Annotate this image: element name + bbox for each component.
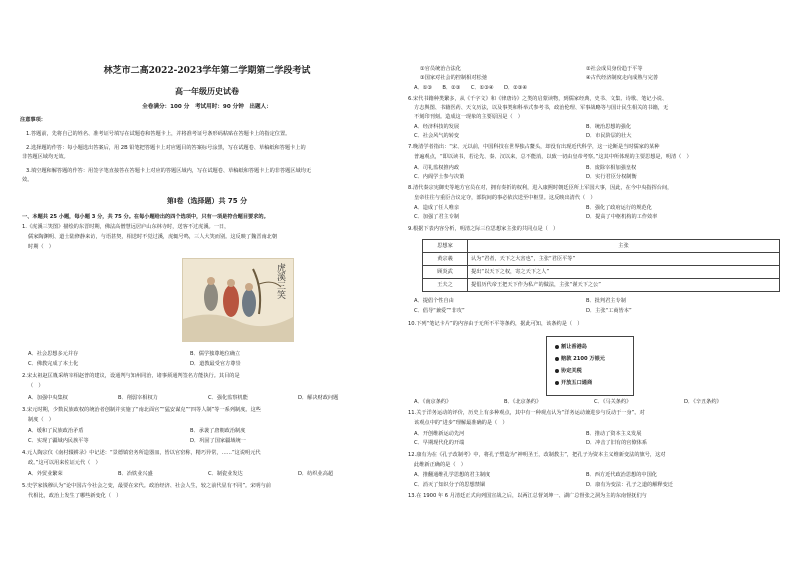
note-card-item: 赔款 2100 万银元	[561, 356, 605, 362]
table-cell: 提倡历代帝王把天下作为私产的做法，主张“谨天下之公”	[468, 279, 780, 292]
bullet-icon	[555, 369, 559, 373]
q2-option-b[interactable]: B．削弱宰相权力	[118, 395, 158, 401]
q12-line1: 12.康有为在《孔子改制考》中，将孔子塑造为“神明圣王，改制教主”，把孔子为资本主义维新变法的旗号，这对	[408, 452, 666, 458]
exam-title: 林芝市二高2022-2023学年第二学期第二学段考试	[103, 66, 311, 76]
note-card-item: 割让香港岛	[561, 344, 587, 350]
q11-option-d[interactable]: D．冲击了旧有的官僚体系	[586, 440, 648, 446]
q5-item-2: ②社会成员身份趋于平等	[586, 66, 643, 72]
q6-option-d[interactable]: D．市民阶层的壮大	[586, 133, 632, 139]
q8-option-c[interactable]: C．加强了君主专制	[414, 214, 460, 220]
q1-option-b[interactable]: B．儒学独尊地位确立	[190, 351, 241, 357]
q1-line3: 时期（ ）	[28, 244, 54, 250]
q11-option-b[interactable]: B．推动了资本主义发展	[586, 431, 642, 437]
exam-meta: 全卷满分：100 分 考试用时：90 分钟 出题人：	[142, 104, 272, 110]
table-cell: 黄宗羲	[423, 253, 468, 266]
table-head-thinker: 思想家	[423, 240, 468, 253]
bullet-icon	[555, 345, 559, 349]
table-head-claim: 主张	[468, 240, 780, 253]
q1-line2: 儒家陶渊明、道士陆修静来访，与语甚契，相送时不觉过溪，虎辄号鸣，三人大笑而别。这反映了魏晋南北朝	[28, 234, 278, 240]
q9-option-c[interactable]: C．倡导“兼爱”“非攻”	[414, 308, 465, 314]
q7-option-a[interactable]: A．司礼监权推内政	[414, 165, 460, 171]
table-cell: 认为“君者，天下之大害也”，主张“君臣平等”	[468, 253, 780, 266]
q1-option-a[interactable]: A．社会思想多元并存	[28, 351, 79, 357]
q12-option-a[interactable]: A．推翻通维孔学思想的君主制度	[414, 472, 491, 478]
q10-line1: 10.下列“笔记卡片”的内容由于无所不平等条约，据此可知，该条约是（ ）	[408, 321, 583, 327]
note-card-item: 开放五口通商	[561, 380, 593, 386]
q7-option-b[interactable]: B．废除宰相加强皇权	[586, 165, 637, 171]
table-cell: 提出“以天下之权，寄之天下之人”	[468, 266, 780, 279]
q9-table	[422, 239, 780, 292]
q2-line2: （ ）	[28, 383, 44, 389]
q12-line2: 此维新正确的是（ ）	[414, 462, 466, 468]
q2-option-d[interactable]: D．解决财政问题	[298, 395, 339, 401]
exam-subtitle: 高一年级历史试卷	[175, 86, 239, 96]
q4-option-a[interactable]: A．外贸业繁荣	[28, 471, 63, 477]
q5-item-4: ④古代经济制度走向成熟与完善	[586, 75, 659, 81]
q2-line1: 2.宋太祖赵匡胤采纳宰相赵普的建议，设通判与知州同治，诸事须通判签名方能执行。其目的是	[22, 373, 240, 379]
q11-line1: 11.关于洋务运动的评价，历史上有多种观点，其中有一种观点认为“洋务运动兼进步与反动于一身”。对	[408, 410, 645, 416]
q10-option-b[interactable]: B．《北京条约》	[504, 399, 542, 405]
q11-line2: 该观点中的“进步”理解最准确的是（ ）	[414, 420, 508, 426]
q9-option-b[interactable]: B．批判君主专制	[586, 298, 626, 304]
q3-option-c[interactable]: C．实现了疆域内民族平等	[28, 438, 89, 444]
q5-item-1: ①官员统治合法化	[420, 66, 461, 72]
q3-line2: 制度（ ）	[28, 417, 54, 423]
q4-option-d[interactable]: D．纺织业高超	[298, 471, 334, 477]
q5-line1: 5.史学家钱穆认为“论中国古今社会之变，最要在宋代。政治经济、社会人生，较之前代显有不同”。宋明与前	[22, 483, 271, 489]
q9-option-a[interactable]: A．提倡个性自由	[414, 298, 454, 304]
q9-option-d[interactable]: D．主张“工商皆本”	[586, 308, 632, 314]
q4-option-b[interactable]: B．冶铁业兴盛	[118, 471, 153, 477]
q12-option-d[interactable]: D．康有为变法：孔子之道的解释变迁	[586, 482, 673, 488]
q3-option-d[interactable]: D．巩固了国家疆域统一	[190, 438, 246, 444]
table-row	[423, 266, 780, 279]
q4-line2: 政。”这可以用来佐证元代（ ）	[28, 460, 101, 466]
notice-label: 注意事项：	[20, 117, 46, 123]
q6-line3: 不刻印刊刻。造成这一现象的主要原因是（ ）	[414, 114, 523, 120]
q6-option-a[interactable]: A．经济科技的发展	[414, 124, 460, 130]
bullet-icon	[555, 381, 559, 385]
q8-line2: 皇帝往往与重臣合议定夺，部院间的事必依次送至中枢里。这反映出清代（ ）	[414, 195, 596, 201]
table-row	[423, 240, 780, 253]
notice-3b: 效。	[22, 177, 33, 183]
q11-option-c[interactable]: C．早期现代化的开端	[414, 440, 465, 446]
q3-option-a[interactable]: A．缓和了民族政治矛盾	[28, 428, 84, 434]
q7-line2: 普遍观点，“即以读书，若论先、秦、汉以来，总不能消，以致一切由皇帝考察。”这其中所体现的主要思想是，明清（ ）	[414, 154, 692, 160]
q10-option-c[interactable]: C．《马关条约》	[594, 399, 632, 405]
table-row	[423, 253, 780, 266]
q1-line1: 1.《虎溪三笑图》描绘的东晋时期，佛法高僧慧远居庐山东林寺时，送客不过虎溪。一日，	[22, 224, 230, 230]
q8-line1: 8.清代秦宗宪御史等地方官员在对，拥有奏折的权利，进入康熙时朝廷臣所上军国大事，因此，在今中央指挥台间，	[408, 185, 673, 191]
q1-option-c[interactable]: C．佛教完成了本土化	[28, 361, 79, 367]
q6-option-c[interactable]: C．社会风气的转变	[414, 133, 460, 139]
tiger-creek-painting	[182, 258, 294, 342]
q1-option-d[interactable]: D．道教最受官方尊崇	[190, 361, 241, 367]
note-card	[546, 336, 634, 396]
q8-option-a[interactable]: A．造成了任人唯亲	[414, 205, 460, 211]
q10-option-a[interactable]: A．《南京条约》	[414, 399, 452, 405]
q9-line1: 9.根据下表内容分析，明清之际三位思想家主张的共同点是（ ）	[408, 226, 559, 232]
q6-option-b[interactable]: B．统治思想的强化	[586, 124, 632, 130]
table-cell: 顾炎武	[423, 266, 468, 279]
bullet-icon	[555, 357, 559, 361]
q2-option-a[interactable]: A．加强中央集权	[28, 395, 68, 401]
q6-line1: 6.宋代书籍种类繁多，从《千字文》和《律唐诗》之类的启蒙读物，到儒家经典，史书、文集、诗歌、笔记小说、	[408, 96, 668, 102]
section-heading: 第Ⅰ卷（选择题）共 75 分	[166, 197, 248, 205]
notice-2b: 非答题区域均无效。	[22, 154, 69, 160]
q8-option-d[interactable]: D．提高了中枢机构的工作效率	[586, 214, 658, 220]
q12-option-b[interactable]: B．西方近代政治思想的中国化	[586, 472, 657, 478]
notice-1: 1.答题前，先将自己的姓名、准考证号填写在试题卷和答题卡上，并将准考证号条形码粘贴在答题卡上的指定位置。	[26, 131, 291, 137]
notice-2a: 2.选择题的作答：每小题选出答案后，用 2B 铅笔把答题卡上对应题目的答案标号涂黑，写在试题卷、草稿纸和答题卡上的	[26, 145, 306, 151]
q6-line2: 方志舆图、书籍医药、天文历法，以及事类和科举式参考书，政治伦理、军事战略等与国计民生相关的书籍，无	[414, 105, 669, 111]
painting-caption: 虎溪三笑	[275, 263, 285, 299]
q7-option-d[interactable]: D．实行君臣分权制衡	[586, 174, 637, 180]
q3-option-b[interactable]: B．承袭了唐朝政治制度	[190, 428, 246, 434]
table-cell: 王夫之	[423, 279, 468, 292]
note-card-item: 协定关税	[561, 368, 582, 374]
q13-line1: 13.在 1900 年 6 月清廷正式向列国宣战之后，以两江总督刘坤一、湖广总督张之洞为主的东南督抚们与	[408, 493, 647, 499]
q5-options[interactable]: A．①③ B．②③ C．①③④ D．②③④	[414, 85, 528, 91]
q3-line1: 3.宋元时期，少数民族政权的统治者创制并实施了“南北面官”“猛安谋克”“四等人制”等一系列制度。这些	[22, 407, 261, 413]
q8-option-b[interactable]: B．强化了政府运行的规范化	[586, 205, 652, 211]
q5-item-3: ③国家对社会的控制相对松弛	[420, 75, 487, 81]
q2-option-c[interactable]: C．强化监察机能	[208, 395, 248, 401]
q12-option-c[interactable]: C．消灭了知识分子的思想禁锢	[414, 482, 486, 488]
notice-3a: 3.填空题和解答题的作答：用签字笔直接答在答题卡上对应的答题区域内，写在试题卷、草稿纸和答题卡上的非答题区域均无	[26, 168, 312, 174]
table-row	[423, 279, 780, 292]
q7-line1: 7.晚清学者指出：“宋、元以前，中国科技在世界独占鳌头，却没有出现近代科学，这一论断是当时儒家的某种	[408, 144, 660, 150]
q10-option-d[interactable]: D．《辛丑条约》	[684, 399, 722, 405]
q5-line2: 代相比，政治上发生了哪些新变化（ ）	[28, 493, 122, 499]
q11-option-a[interactable]: A．开创维新运动先河	[414, 431, 465, 437]
q4-option-c[interactable]: C．制瓷业发达	[208, 471, 243, 477]
q4-line1: 4.元人陶宗仪《南村辍耕录》中记述：“景德镇窑务所造器皿，皆以官窑称，精巧异常，……”这说明元代	[22, 450, 261, 456]
section-intro: 一、本题共 25 小题，每小题 3 分，共 75 分。在每小题给出的四个选项中，只有一项是符合题目要求的。	[22, 214, 269, 220]
q7-option-c[interactable]: C．内阁学士参与决策	[414, 174, 465, 180]
